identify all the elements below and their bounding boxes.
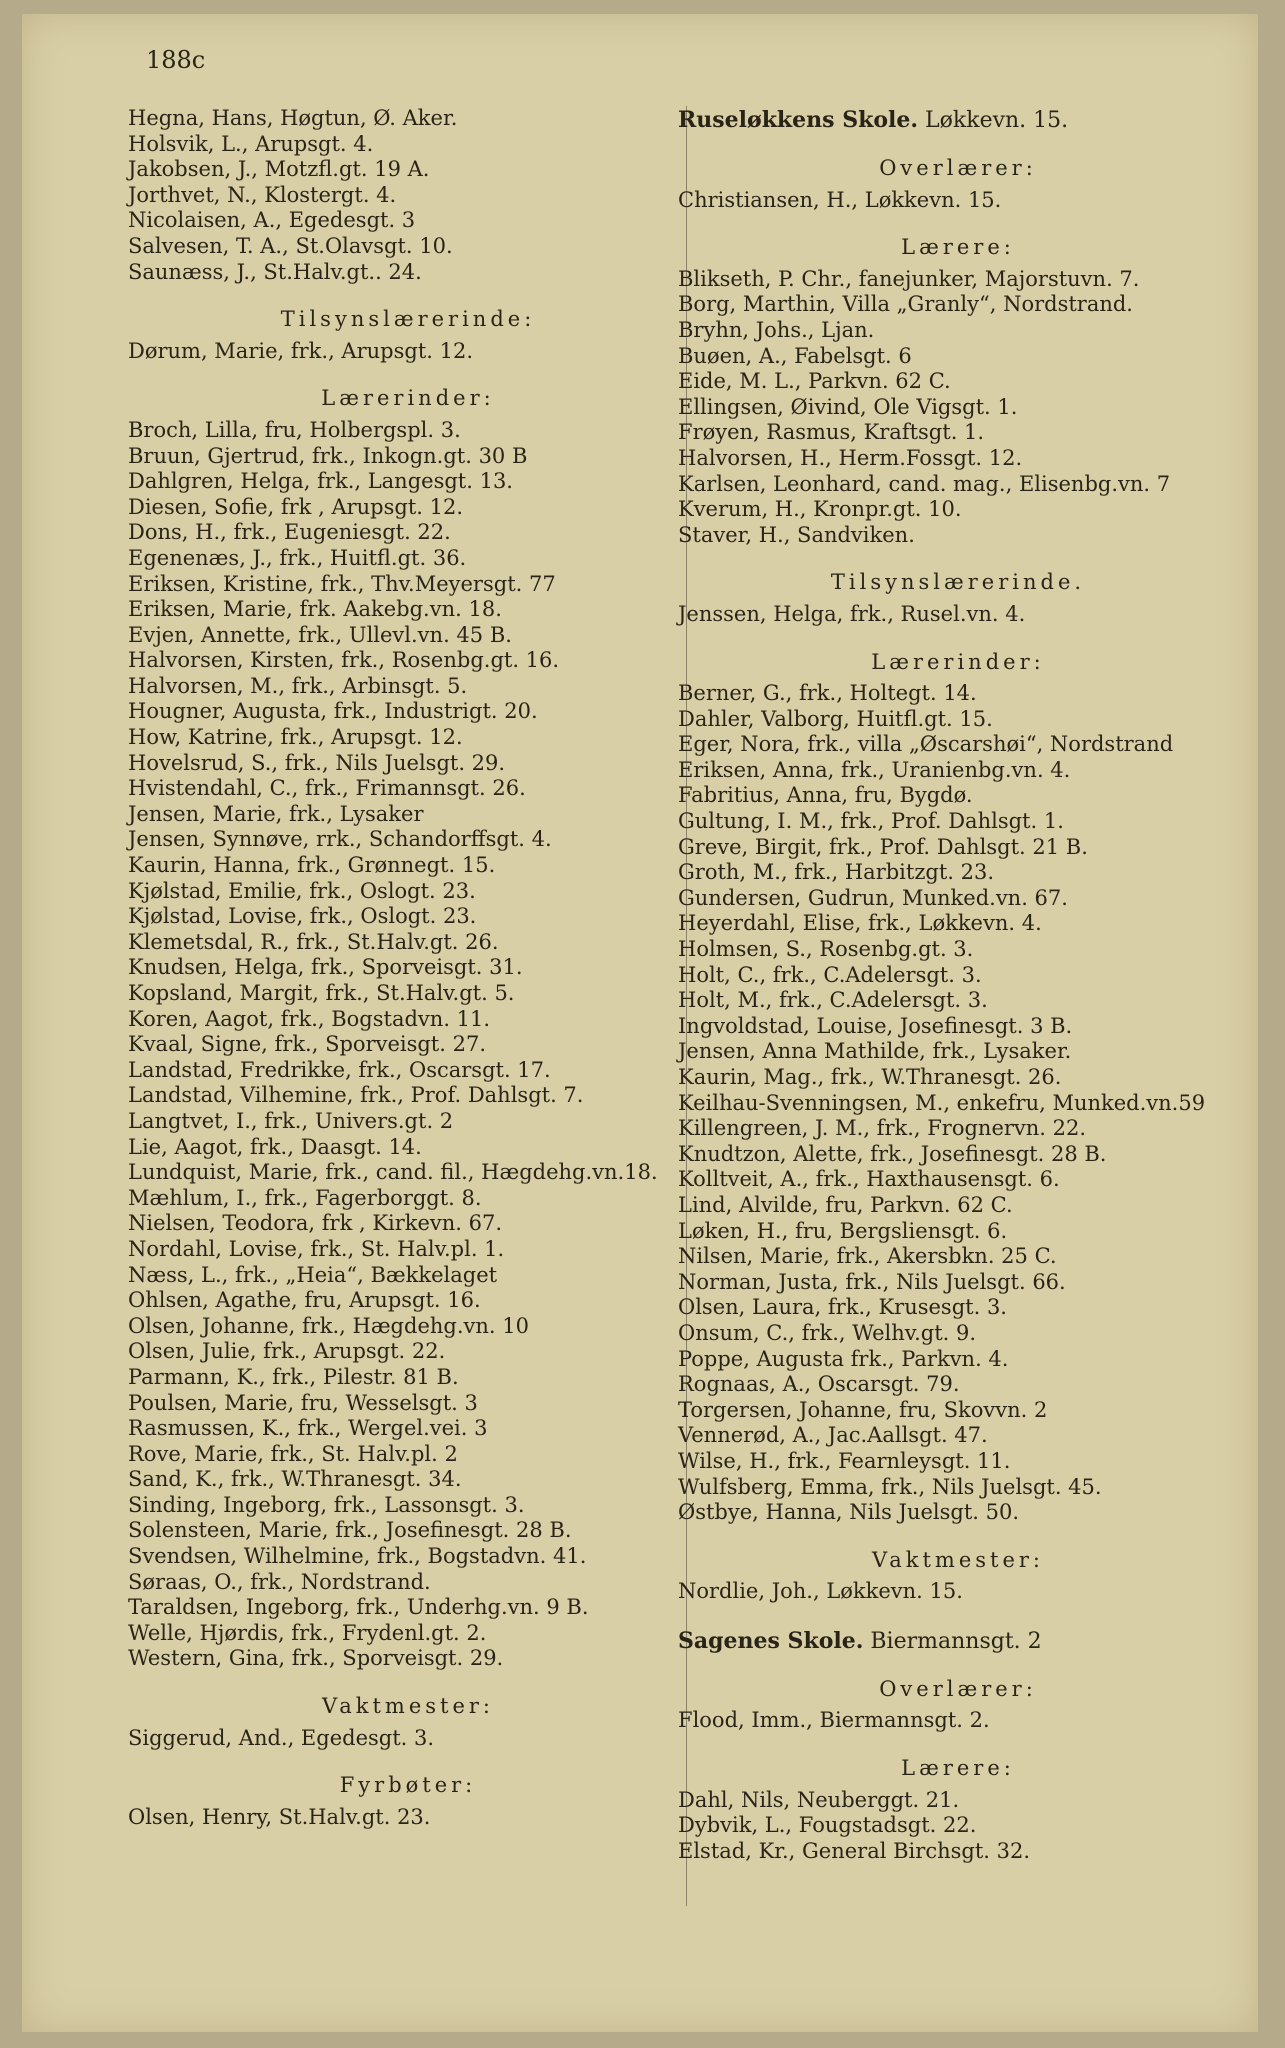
school-address: Løkkevn. 15. bbox=[925, 108, 1069, 133]
directory-entry: Landstad, Vilhemine, frk., Prof. Dahlsgt. 7. bbox=[128, 1083, 584, 1108]
directory-entry: Mæhlum, I., frk., Fagerborggt. 8. bbox=[128, 1185, 482, 1210]
directory-entry: Heyerdahl, Elise, frk., Løkkevn. 4. bbox=[678, 911, 1042, 936]
intro-list bbox=[128, 106, 688, 285]
right-column bbox=[678, 106, 1238, 1864]
directory-entry: Hougner, Augusta, frk., Industrigt. 20. bbox=[128, 699, 538, 724]
directory-entry: Ohlsen, Agathe, fru, Arupsgt. 16. bbox=[128, 1288, 481, 1313]
directory-entry: Langtvet, I., frk., Univers.gt. 2 bbox=[128, 1108, 454, 1133]
directory-entry: Holt, M., frk., C.Adelersgt. 3. bbox=[678, 988, 988, 1013]
school-name: Sagenes Skole. bbox=[678, 1627, 864, 1654]
directory-entry: Kopsland, Margit, frk., St.Halv.gt. 5. bbox=[128, 981, 515, 1005]
section-heading: Lærere: bbox=[901, 1756, 1015, 1781]
directory-entry: Jenssen, Helga, frk., Rusel.vn. 4. bbox=[678, 601, 1026, 626]
directory-entry: Wulfsberg, Emma, frk., Nils Juelsgt. 45. bbox=[678, 1474, 1102, 1499]
directory-entry: Nielsen, Teodora, frk , Kirkevn. 67. bbox=[128, 1211, 503, 1236]
directory-entry: Dahlgren, Helga, frk., Langesgt. 13. bbox=[128, 469, 513, 494]
directory-entry: Poulsen, Marie, fru, Wesselsgt. 3 bbox=[128, 1390, 478, 1415]
directory-entry: Olsen, Henry, St.Halv.gt. 23. bbox=[128, 1804, 431, 1829]
directory-entry: Søraas, O., frk., Nordstrand. bbox=[128, 1569, 431, 1594]
directory-entry: Vennerød, A., Jac.Aallsgt. 47. bbox=[678, 1423, 988, 1448]
directory-entry: Onsum, C., frk., Welhv.gt. 9. bbox=[678, 1320, 977, 1345]
directory-entry: Berner, G., frk., Holtegt. 14. bbox=[678, 681, 977, 706]
directory-entry: Evjen, Annette, frk., Ullevl.vn. 45 B. bbox=[128, 622, 512, 647]
section-heading: Lærerinder: bbox=[321, 386, 495, 411]
directory-entry: Kjølstad, Emilie, frk., Oslogt. 23. bbox=[128, 878, 476, 903]
directory-entry: Eriksen, Kristine, frk., Thv.Meyersgt. 77 bbox=[128, 571, 556, 596]
laerere-list bbox=[678, 1788, 1238, 1865]
directory-entry: Killengreen, J. M., frk., Frognervn. 22. bbox=[678, 1116, 1087, 1141]
directory-entry: Eriksen, Anna, frk., Uranienbg.vn. 4. bbox=[678, 757, 1071, 782]
directory-entry: Broch, Lilla, fru, Holbergspl. 3. bbox=[128, 417, 461, 442]
directory-entry: Rove, Marie, frk., St. Halv.pl. 2 bbox=[128, 1441, 458, 1466]
directory-entry: Poppe, Augusta frk., Parkvn. 4. bbox=[678, 1346, 1009, 1371]
directory-entry: Halvorsen, M., frk., Arbinsgt. 5. bbox=[128, 673, 468, 698]
directory-entry: Borg, Marthin, Villa „Granly“, Nordstrand. bbox=[678, 292, 1133, 317]
directory-entry: Elstad, Kr., General Birchsgt. 32. bbox=[678, 1838, 1031, 1863]
directory-entry: Nordlie, Joh., Løkkevn. 15. bbox=[678, 1579, 963, 1604]
directory-entry: Keilhau-Svenningsen, M., enkefru, Munked.vn.59 bbox=[678, 1090, 1206, 1115]
section-heading: Lærerinder: bbox=[871, 649, 1045, 674]
directory-entry: Østbye, Hanna, Nils Juelsgt. 50. bbox=[678, 1500, 1020, 1525]
directory-entry: Jensen, Marie, frk., Lysaker bbox=[128, 801, 424, 826]
directory-entry: Jakobsen, J., Motzfl.gt. 19 A. bbox=[128, 157, 430, 182]
section-heading: Tilsynslærerinde: bbox=[280, 307, 536, 332]
tilsyn-list bbox=[678, 602, 1238, 628]
directory-entry: Eriksen, Marie, frk. Aakebg.vn. 18. bbox=[128, 597, 502, 622]
directory-entry: Dahler, Valborg, Huitfl.gt. 15. bbox=[678, 706, 993, 731]
directory-entry: Saunæss, J., St.Halv.gt.. 24. bbox=[128, 259, 422, 284]
directory-entry: Knudsen, Helga, frk., Sporveisgt. 31. bbox=[128, 955, 523, 980]
directory-entry: Holsvik, L., Arupsgt. 4. bbox=[128, 131, 374, 156]
directory-entry: Kolltveit, A., frk., Haxthausensgt. 6. bbox=[678, 1167, 1060, 1192]
directory-entry: Nicolaisen, A., Egedesgt. 3 bbox=[128, 208, 416, 233]
directory-entry: Olsen, Julie, frk., Arupsgt. 22. bbox=[128, 1339, 446, 1364]
directory-entry: Karlsen, Leonhard, cand. mag., Elisenbg.vn. 7 bbox=[678, 471, 1171, 496]
section-heading: Vaktmester: bbox=[871, 1547, 1045, 1572]
directory-entry: Olsen, Johanne, frk., Hægdehg.vn. 10 bbox=[128, 1313, 529, 1338]
directory-entry: Klemetsdal, R., frk., St.Halv.gt. 26. bbox=[128, 929, 499, 954]
left-column bbox=[128, 106, 688, 1830]
school-heading bbox=[678, 1627, 1238, 1655]
directory-entry: Knudtzon, Alette, frk., Josefinesgt. 28 B. bbox=[678, 1141, 1107, 1166]
directory-entry: Olsen, Laura, frk., Krusesgt. 3. bbox=[678, 1295, 1007, 1320]
directory-entry: Svendsen, Wilhelmine, frk., Bogstadvn. 41. bbox=[128, 1544, 587, 1569]
directory-entry: Wilse, H., frk., Fearnleysgt. 11. bbox=[678, 1448, 1011, 1473]
directory-entry: Fabritius, Anna, fru, Bygdø. bbox=[678, 783, 973, 808]
directory-entry: Løken, H., fru, Bergsliensgt. 6. bbox=[678, 1218, 1008, 1243]
directory-entry: Sand, K., frk., W.Thranesgt. 34. bbox=[128, 1467, 462, 1492]
directory-entry: Diesen, Sofie, frk , Arupsgt. 12. bbox=[128, 494, 464, 519]
directory-entry: Rognaas, A., Oscarsgt. 79. bbox=[678, 1372, 960, 1397]
laererinder-list bbox=[678, 681, 1238, 1526]
directory-entry: Flood, Imm., Biermannsgt. 2. bbox=[678, 1708, 990, 1733]
directory-entry: Kvaal, Signe, frk., Sporveisgt. 27. bbox=[128, 1032, 486, 1057]
directory-entry: Dybvik, L., Fougstadsgt. 22. bbox=[678, 1813, 977, 1838]
section-heading: Overlærer: bbox=[879, 156, 1037, 180]
directory-entry: Western, Gina, frk., Sporveisgt. 29. bbox=[128, 1646, 504, 1671]
directory-entry: Buøen, A., Fabelsgt. 6 bbox=[678, 343, 912, 368]
section-heading: Overlærer: bbox=[879, 1676, 1037, 1701]
section-heading: Vaktmester: bbox=[321, 1694, 495, 1719]
directory-entry: Bruun, Gjertrud, frk., Inkogn.gt. 30 B bbox=[128, 443, 528, 468]
directory-entry: Salvesen, T. A., St.Olavsgt. 10. bbox=[128, 233, 453, 258]
school-heading bbox=[678, 106, 1238, 134]
directory-entry: Nilsen, Marie, frk., Akersbkn. 25 C. bbox=[678, 1244, 1057, 1269]
school-name: Ruseløkkens Skole. bbox=[678, 107, 919, 133]
directory-entry: Ellingsen, Øivind, Ole Vigsgt. 1. bbox=[678, 394, 1018, 419]
laerere-list bbox=[678, 267, 1238, 549]
directory-entry: Egenenæs, J., frk., Huitfl.gt. 36. bbox=[128, 545, 467, 570]
directory-entry: Dahl, Nils, Neuberggt. 21. bbox=[678, 1787, 960, 1812]
vaktmester-list bbox=[678, 1579, 1238, 1605]
section-heading: Lærere: bbox=[901, 235, 1015, 260]
directory-entry: Norman, Justa, frk., Nils Juelsgt. 66. bbox=[678, 1269, 1066, 1294]
directory-entry: Ingvoldstad, Louise, Josefinesgt. 3 B. bbox=[678, 1013, 1073, 1038]
directory-entry: Torgersen, Johanne, fru, Skovvn. 2 bbox=[678, 1397, 1048, 1422]
directory-entry: Koren, Aagot, frk., Bogstadvn. 11. bbox=[128, 1006, 491, 1031]
directory-entry: Lundquist, Marie, frk., cand. fil., Hægdehg.vn.18. bbox=[128, 1160, 658, 1185]
directory-entry: Parmann, K., frk., Pilestr. 81 B. bbox=[128, 1364, 459, 1389]
directory-entry: Holt, C., frk., C.Adelersgt. 3. bbox=[678, 962, 982, 987]
section-heading: Tilsynslærerinde. bbox=[830, 570, 1086, 595]
directory-entry: Siggerud, And., Egedesgt. 3. bbox=[128, 1725, 435, 1750]
directory-entry: Halvorsen, H., Herm.Fossgt. 12. bbox=[678, 445, 1023, 470]
directory-entry: Groth, M., frk., Harbitzgt. 23. bbox=[678, 860, 995, 885]
directory-entry: Dons, H., frk., Eugeniesgt. 22. bbox=[128, 520, 451, 545]
directory-entry: Halvorsen, Kirsten, frk., Rosenbg.gt. 16. bbox=[128, 648, 560, 673]
directory-entry: Rasmussen, K., frk., Wergel.vei. 3 bbox=[128, 1416, 488, 1441]
directory-entry: Dørum, Marie, frk., Arupsgt. 12. bbox=[128, 338, 474, 363]
directory-entry: Nordahl, Lovise, frk., St. Halv.pl. 1. bbox=[128, 1236, 505, 1261]
page-number: 188c bbox=[146, 46, 206, 74]
directory-entry: Gundersen, Gudrun, Munked.vn. 67. bbox=[678, 885, 1068, 910]
fyrboter-list bbox=[128, 1805, 688, 1831]
vaktmester-list bbox=[128, 1726, 688, 1752]
directory-entry: Kaurin, Hanna, frk., Grønnegt. 15. bbox=[128, 853, 496, 878]
directory-entry: Hvistendahl, C., frk., Frimannsgt. 26. bbox=[128, 776, 526, 801]
directory-entry: Welle, Hjørdis, frk., Frydenl.gt. 2. bbox=[128, 1620, 487, 1645]
directory-entry: Jensen, Anna Mathilde, frk., Lysaker. bbox=[678, 1039, 1072, 1064]
directory-entry: Jensen, Synnøve, rrk., Schandorffsgt. 4. bbox=[128, 827, 552, 852]
directory-entry: Kverum, H., Kronpr.gt. 10. bbox=[678, 497, 962, 522]
directory-entry: Christiansen, H., Løkkevn. 15. bbox=[678, 187, 1002, 212]
directory-entry: Holmsen, S., Rosenbg.gt. 3. bbox=[678, 937, 974, 962]
directory-entry: Greve, Birgit, frk., Prof. Dahlsgt. 21 B. bbox=[678, 834, 1088, 859]
directory-entry: Eger, Nora, frk., villa „Øscarshøi“, Nordstrand bbox=[678, 732, 1174, 757]
directory-entry: Landstad, Fredrikke, frk., Oscarsgt. 17. bbox=[128, 1057, 551, 1082]
directory-entry: Lie, Aagot, frk., Daasgt. 14. bbox=[128, 1134, 422, 1159]
directory-entry: Solensteen, Marie, frk., Josefinesgt. 28 B. bbox=[128, 1518, 572, 1543]
overlaerer-list bbox=[678, 1708, 1238, 1734]
directory-entry: Næss, L., frk., „Heia“, Bækkelaget bbox=[128, 1262, 498, 1287]
directory-entry: Hovelsrud, S., frk., Nils Juelsgt. 29. bbox=[128, 750, 506, 775]
section-heading: Fyrbøter: bbox=[339, 1773, 477, 1798]
directory-entry: Blikseth, P. Chr., fanejunker, Majorstuvn. 7. bbox=[678, 266, 1140, 291]
directory-entry: Kjølstad, Lovise, frk., Oslogt. 23. bbox=[128, 904, 477, 929]
directory-entry: Bryhn, Johs., Ljan. bbox=[678, 317, 875, 342]
directory-entry: Taraldsen, Ingeborg, frk., Underhg.vn. 9 B. bbox=[128, 1595, 589, 1620]
directory-entry: How, Katrine, frk., Arupsgt. 12. bbox=[128, 725, 463, 750]
overlaerer-list bbox=[678, 188, 1238, 214]
directory-entry: Jorthvet, N., Klostergt. 4. bbox=[128, 182, 397, 207]
directory-entry: Frøyen, Rasmus, Kraftsgt. 1. bbox=[678, 420, 985, 445]
directory-entry: Sinding, Ingeborg, frk., Lassonsgt. 3. bbox=[128, 1492, 525, 1517]
directory-entry: Gultung, I. M., frk., Prof. Dahlsgt. 1. bbox=[678, 809, 1064, 834]
directory-entry: Eide, M. L., Parkvn. 62 C. bbox=[678, 369, 951, 394]
directory-entry: Staver, H., Sandviken. bbox=[678, 522, 915, 547]
tilsyn-list bbox=[128, 339, 688, 365]
school-address: Biermannsgt. 2 bbox=[870, 1628, 1042, 1654]
laererinder-list bbox=[128, 418, 688, 1672]
directory-entry: Kaurin, Mag., frk., W.Thranesgt. 26. bbox=[678, 1065, 1062, 1089]
directory-entry: Hegna, Hans, Høgtun, Ø. Aker. bbox=[128, 106, 458, 130]
directory-entry: Lind, Alvilde, fru, Parkvn. 62 C. bbox=[678, 1192, 1013, 1217]
